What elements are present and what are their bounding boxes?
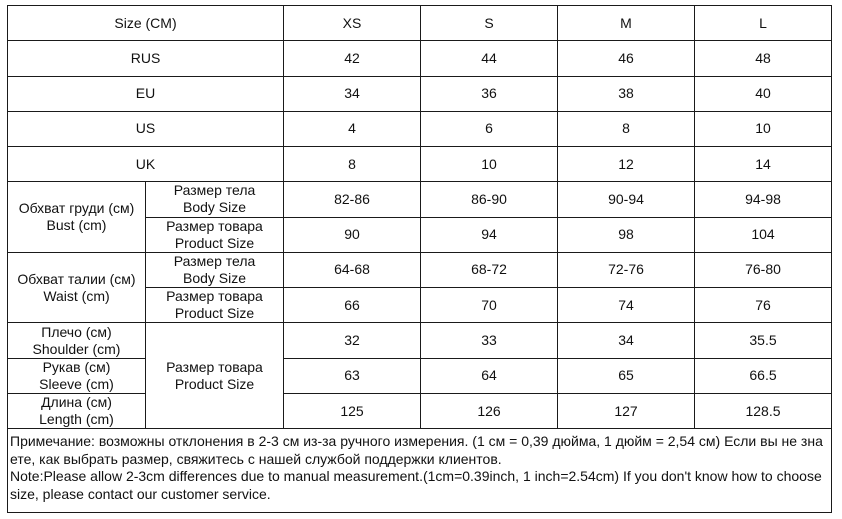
table-cell: 46 <box>558 41 695 76</box>
table-cell: 4 <box>284 111 421 146</box>
size-header-m: M <box>558 6 695 41</box>
length-label-ru: Длина (см) <box>41 394 112 411</box>
table-cell: 64-68 <box>284 252 421 287</box>
product-size-label-en: Product Size <box>174 305 255 322</box>
header-row <box>8 6 832 41</box>
length-label-en: Length (cm) <box>39 411 114 428</box>
table-cell: 90 <box>284 217 421 252</box>
body-size-label <box>146 252 284 287</box>
body-size-label <box>146 182 284 217</box>
product-size-label <box>146 288 284 323</box>
row-label: UK <box>8 147 284 182</box>
row-label: EU <box>8 76 284 111</box>
table-cell: 66.5 <box>695 358 832 393</box>
table-cell: 14 <box>695 147 832 182</box>
measurement-note <box>8 429 832 513</box>
table-cell: 128.5 <box>695 393 832 428</box>
product-size-label-en: Product Size <box>174 375 255 392</box>
table-row-eu <box>8 76 832 111</box>
table-cell: 44 <box>421 41 558 76</box>
table-cell: 33 <box>421 323 558 358</box>
product-size-label-ru: Размер товара <box>166 217 263 234</box>
table-cell: 40 <box>695 76 832 111</box>
waist-label-en: Waist (cm) <box>43 287 110 304</box>
table-cell: 74 <box>558 288 695 323</box>
waist-label-ru: Обхват талии (см) <box>17 270 136 287</box>
table-cell: 126 <box>421 393 558 428</box>
body-size-label-en: Body Size <box>182 269 247 286</box>
table-cell: 94-98 <box>695 182 832 217</box>
table-row-uk <box>8 147 832 182</box>
table-row-bust-body <box>8 182 832 217</box>
row-label: RUS <box>8 41 284 76</box>
table-cell: 10 <box>695 111 832 146</box>
table-cell: 127 <box>558 393 695 428</box>
table-cell: 64 <box>421 358 558 393</box>
table-cell: 86-90 <box>421 182 558 217</box>
table-row-length <box>8 393 832 428</box>
table-cell: 66 <box>284 288 421 323</box>
table-cell: 70 <box>421 288 558 323</box>
table-cell: 48 <box>695 41 832 76</box>
table-cell: 82-86 <box>284 182 421 217</box>
table-cell: 65 <box>558 358 695 393</box>
table-row-us <box>8 111 832 146</box>
bust-label-en: Bust (cm) <box>46 217 107 234</box>
table-cell: 34 <box>284 76 421 111</box>
product-size-label-ru: Размер товара <box>166 358 263 375</box>
body-size-label-ru: Размер тела <box>173 182 256 199</box>
shoulder-label-en: Shoulder (cm) <box>32 340 121 357</box>
table-cell: 76-80 <box>695 252 832 287</box>
size-header-l: L <box>695 6 832 41</box>
size-header-xs: XS <box>284 6 421 41</box>
sleeve-label-ru: Рукав (см) <box>42 358 111 375</box>
table-cell: 8 <box>558 111 695 146</box>
body-size-label-en: Body Size <box>182 199 247 216</box>
table-cell: 76 <box>695 288 832 323</box>
product-size-label-en: Product Size <box>174 234 255 251</box>
sleeve-label-en: Sleeve (cm) <box>39 375 114 392</box>
table-cell: 38 <box>558 76 695 111</box>
table-cell: 90-94 <box>558 182 695 217</box>
table-cell: 98 <box>558 217 695 252</box>
row-label: US <box>8 111 284 146</box>
note-row <box>8 429 832 513</box>
bust-label-ru: Обхват груди (см) <box>18 200 135 217</box>
table-cell: 125 <box>284 393 421 428</box>
shoulder-label <box>8 323 146 358</box>
table-cell: 34 <box>558 323 695 358</box>
waist-label <box>8 252 146 323</box>
product-size-label-ru: Размер товара <box>166 288 263 305</box>
bust-label <box>8 182 146 253</box>
table-cell: 36 <box>421 76 558 111</box>
table-cell: 35.5 <box>695 323 832 358</box>
table-cell: 10 <box>421 147 558 182</box>
table-cell: 12 <box>558 147 695 182</box>
note-ru-line-1: Примечание: возможны отклонения в 2-3 см из-за ручного измерения. (1 см = 0,39 дюйма, 1 дюйм = 2,54 см) Если вы не зна <box>10 433 823 450</box>
sleeve-label <box>8 358 146 393</box>
table-cell: 72-76 <box>558 252 695 287</box>
note-ru-line-2: ете, как выбрать размер, свяжитесь с нашей службой поддержки клиентов. <box>10 450 502 467</box>
shoulder-label-ru: Плечо (см) <box>41 323 112 340</box>
note-en-line-2: size, please contact our customer service. <box>10 485 271 502</box>
size-header-s: S <box>421 6 558 41</box>
product-size-label <box>146 217 284 252</box>
table-cell: 42 <box>284 41 421 76</box>
table-cell: 94 <box>421 217 558 252</box>
size-chart-table <box>7 5 832 513</box>
note-en-line-1: Note:Please allow 2-3cm differences due to manual measurement.(1cm=0.39inch, 1 inch=2.54cm) If you don't know how to choose <box>10 468 822 485</box>
length-label <box>8 393 146 428</box>
table-row-sleeve <box>8 358 832 393</box>
table-row-waist-body <box>8 252 832 287</box>
table-cell: 68-72 <box>421 252 558 287</box>
table-cell: 8 <box>284 147 421 182</box>
table-row-rus <box>8 41 832 76</box>
table-cell: 32 <box>284 323 421 358</box>
product-size-label <box>146 323 284 429</box>
body-size-label-ru: Размер тела <box>173 252 256 269</box>
table-row-shoulder <box>8 323 832 358</box>
size-header-label: Size (CM) <box>8 6 284 41</box>
table-cell: 63 <box>284 358 421 393</box>
table-cell: 104 <box>695 217 832 252</box>
table-cell: 6 <box>421 111 558 146</box>
